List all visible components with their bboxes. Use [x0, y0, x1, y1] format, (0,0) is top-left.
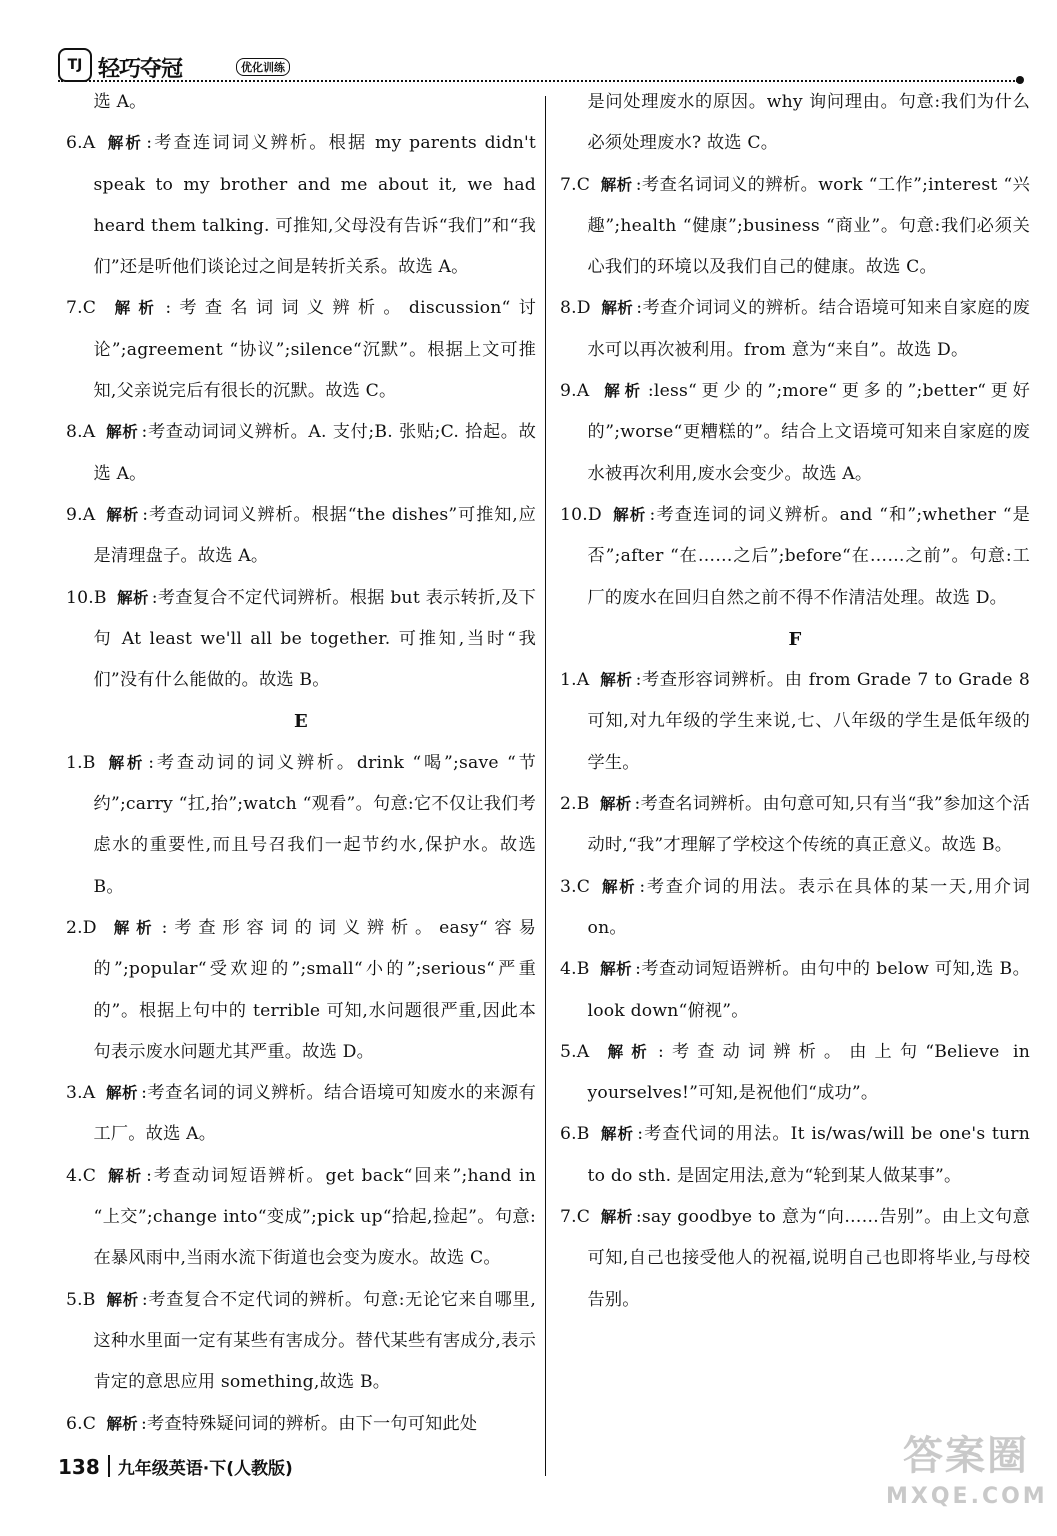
- brand-title: 轻巧夺冠: [98, 57, 183, 82]
- answer-number: 4.B: [560, 959, 590, 980]
- answer-number: 5.A: [560, 1041, 590, 1062]
- section-heading: F: [788, 628, 802, 650]
- answer-text: :考查复合不定代词的辨析。句意:无论它来自哪里,这种水里面一定有某些有害成分。替代某些有害成分,表示肯定的意思应用 something,故选 B。: [93, 1289, 536, 1393]
- answer-text: :考查代词的用法。It is/was/will be one's turn to do sth. 是固定用法,意为“轮到某人做某事”。: [587, 1124, 1030, 1186]
- footer-separator: [108, 1455, 110, 1477]
- continued-text: [66, 82, 536, 123]
- answer-text: :考查动词的词义辨析。drink “喝”;save “节约”;carry “扛,抬”;watch “观看”。句意:它不仅让我们考虑水的重要性,而且号召我们一起节约水,保护水。故选 B。: [93, 752, 536, 897]
- answer-text: :考查复合不定代词辨析。根据 but 表示转折,及下句 At least we'll all be together. 可推知,当时“我们”没有什么能做的。故选 B。: [93, 587, 536, 691]
- answer-item: [560, 949, 1030, 1032]
- answer-number: 9.A: [66, 504, 96, 525]
- analysis-label: 解析: [105, 1290, 139, 1309]
- analysis-label: 解析: [599, 795, 632, 814]
- analysis-label: 解析: [599, 671, 633, 690]
- answer-item: [66, 578, 536, 702]
- answer-number: 8.D: [560, 298, 591, 319]
- analysis-label: 解析: [105, 1084, 139, 1103]
- analysis-label: 解析: [105, 505, 140, 524]
- answer-number: 3.C: [560, 876, 591, 897]
- answer-item: [66, 412, 536, 495]
- analysis-label: 解析: [599, 960, 633, 979]
- answer-number: 1.B: [66, 752, 96, 773]
- answer-item: [560, 784, 1030, 867]
- answer-text: :考查连词词义辨析。根据 my parents didn't speak to my brother and me about it, we had heard them talking. 可推知,父母没有告诉“我们”和“我们”还是听他们谈论过之间是转折关系。故选 A。: [93, 133, 537, 278]
- answer-text: :考查形容词的词义辨析。easy“容易的”;popular“受欢迎的”;small“小的”;serious“严重的”。根据上句中的 terrible 可知,水问题很严重,因此本句表示废水问题尤其严重。故选 D。: [93, 917, 537, 1062]
- answer-number: 4.C: [66, 1165, 97, 1186]
- logo-icon: TJ: [58, 48, 92, 82]
- answer-item: [560, 1114, 1030, 1197]
- analysis-label: 解析: [117, 588, 149, 607]
- answer-text: :考查动词词义辨析。A. 支付;B. 张贴;C. 拾起。故选 A。: [93, 422, 536, 484]
- continued-text: [560, 82, 1030, 165]
- answer-text: :考查名词的词义辨析。结合语境可知废水的来源有工厂。故选 A。: [93, 1083, 536, 1145]
- column-divider: [545, 96, 546, 1476]
- answer-number: 10.D: [560, 504, 602, 525]
- answer-number: 10.B: [66, 587, 107, 608]
- section-heading: E: [294, 711, 308, 733]
- answer-text: 选 A。: [93, 92, 147, 112]
- answer-number: 2.B: [560, 794, 590, 815]
- analysis-label: 解析: [107, 918, 159, 937]
- analysis-label: 解析: [105, 753, 146, 772]
- answer-text: :考查连词的词义辨析。and “和”;whether “是否”;after “在……之后”;before“在……之前”。句意:工厂的废水在回归自然之前不得不作清洁处理。故选 D。: [587, 504, 1030, 608]
- answer-item: [560, 660, 1030, 784]
- analysis-label: 解析: [599, 1042, 655, 1061]
- analysis-label: 解析: [600, 1208, 633, 1227]
- answer-number: 7.C: [66, 298, 97, 319]
- answer-item: [66, 1280, 536, 1404]
- analysis-label: 解析: [600, 877, 637, 896]
- answer-item: [560, 288, 1030, 371]
- watermark-text: 答案圈: [903, 1433, 1029, 1479]
- answer-text: :say goodbye to 意为“向……告别”。由上文句意可知,自己也接受他人的祝福,说明自己也即将毕业,与母校告别。: [587, 1207, 1030, 1310]
- answer-number: 9.A: [560, 381, 590, 402]
- answer-item: [66, 908, 536, 1073]
- analysis-label: 解析: [105, 134, 144, 153]
- answer-number: 6.C: [66, 1413, 97, 1434]
- answer-number: 2.D: [66, 917, 97, 938]
- answer-item: [66, 495, 536, 578]
- answer-number: 3.A: [66, 1083, 96, 1104]
- answer-text: :考查介词词义的辨析。结合语境可知来自家庭的废水可以再次被利用。from 意为“来自”。故选 D。: [587, 298, 1030, 360]
- book-title: 九年级英语·下(人教版): [117, 1459, 293, 1479]
- right-column: [560, 82, 1030, 1321]
- answer-item: [560, 1032, 1030, 1115]
- answer-text: :考查动词词义辨析。根据“the dishes”可推知,应是清理盘子。故选 A。: [93, 504, 536, 567]
- watermark-logo: [886, 1430, 1046, 1526]
- analysis-label: 解析: [106, 1414, 138, 1433]
- answer-text: :考查名词词义的辨析。work “工作”;interest “兴趣”;health “健康”;business “商业”。句意:我们必须关心我们的环境以及我们自己的健康。故选 C。: [587, 174, 1030, 278]
- analysis-label: 解析: [106, 299, 163, 318]
- answer-item: [66, 743, 536, 908]
- answer-item: [66, 123, 536, 288]
- analysis-label: 解析: [600, 175, 633, 194]
- left-column: [66, 82, 536, 1445]
- answer-text: :考查动词短语辨析。get back“回来”;hand in “上交”;change into“变成”;pick up“拾起,捡起”。句意:在暴风雨中,当雨水流下街道也会变为废水。故选 C。: [93, 1165, 536, 1269]
- answer-number: 5.B: [66, 1289, 96, 1310]
- answer-number: 8.A: [66, 422, 96, 443]
- answer-number: 7.C: [560, 1207, 591, 1228]
- answer-item: [66, 1156, 536, 1280]
- analysis-label: 解析: [601, 299, 634, 318]
- analysis-label: 解析: [106, 1166, 143, 1185]
- brand-subtitle: 优化训练: [236, 58, 290, 76]
- analysis-label: 解析: [105, 423, 139, 442]
- answer-text: :考查动词短语辨析。由句中的 below 可知,选 B。look down“俯视”。: [587, 959, 1030, 1021]
- answer-text: :考查名词词义辨析。discussion“讨论”;agreement “协议”;silence“沉默”。根据上文可推知,父亲说完后有很长的沉默。故选 C。: [93, 298, 536, 402]
- answer-text: :考查名词辨析。由句意可知,只有当“我”参加这个活动时,“我”才理解了学校这个传统的真正意义。故选 B。: [587, 794, 1030, 856]
- analysis-label: 解析: [599, 382, 645, 401]
- analysis-label: 解析: [599, 1125, 635, 1144]
- answer-item: [66, 1404, 536, 1445]
- answer-text: :考查形容词辨析。由 from Grade 7 to Grade 8 可知,对九年级的学生来说,七、八年级的学生是低年级的学生。: [587, 670, 1030, 773]
- answer-text: :考查动词辨析。由上句“Believe in yourselves!”可知,是祝他们“成功”。: [587, 1041, 1031, 1104]
- answer-text: 是问处理废水的原因。why 询问理由。句意:我们为什么必须处理废水? 故选 C。: [587, 92, 1030, 154]
- answer-text: :考查介词的用法。表示在具体的某一天,用介词 on。: [587, 876, 1030, 938]
- answer-item: [560, 867, 1030, 950]
- answer-number: 6.B: [560, 1124, 590, 1145]
- answer-text: :less“更少的”;more“更多的”;better“更好的”;worse“更糟糕的”。结合上文语境可知来自家庭的废水被再次利用,废水会变少。故选 A。: [587, 381, 1030, 484]
- watermark-url: MXQE.COM: [886, 1484, 1048, 1509]
- answer-item: [560, 371, 1030, 495]
- answer-item: [560, 1197, 1030, 1321]
- page-number: 138: [58, 1455, 100, 1479]
- analysis-label: 解析: [612, 505, 647, 524]
- answer-text: :考查特殊疑问词的辨析。由下一句可知此处: [140, 1413, 478, 1434]
- answer-item: [560, 495, 1030, 619]
- answer-number: 1.A: [560, 670, 590, 691]
- answer-item: [560, 165, 1030, 289]
- page-footer: [58, 1454, 293, 1490]
- answer-number: 7.C: [560, 174, 591, 195]
- answer-number: 6.A: [66, 133, 96, 154]
- answer-item: [66, 1073, 536, 1156]
- answer-item: [66, 288, 536, 412]
